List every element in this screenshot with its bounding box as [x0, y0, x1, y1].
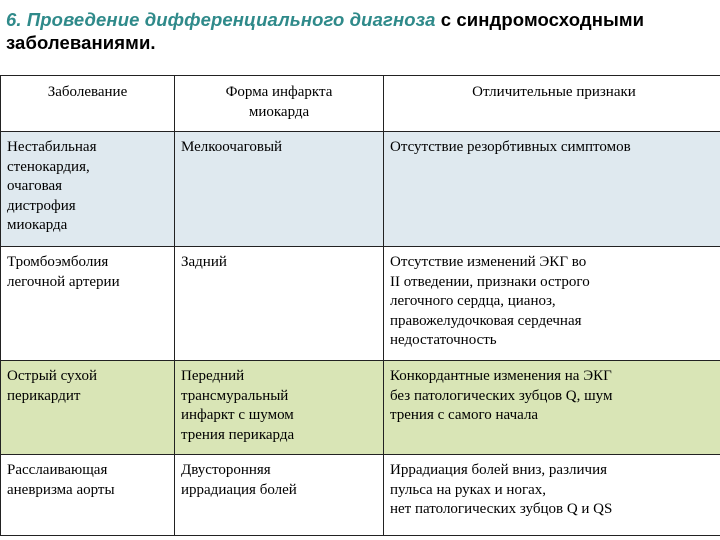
table-row: [1, 247, 720, 361]
cell-disease: Острый сухой перикардит: [1, 361, 175, 455]
header-disease: Заболевание: [1, 76, 175, 132]
cell-infarct-form: Двусторонняя иррадиация болей: [175, 455, 384, 536]
cell-infarct-form: Мелкоочаговый: [175, 132, 384, 247]
title-accent: 6. Проведение дифференциального диагноза: [6, 9, 436, 30]
table-row: [1, 455, 720, 536]
cell-signs: Конкордантные изменения на ЭКГ без патологических зубцов Q, шум трения с самого начала: [384, 361, 720, 455]
cell-signs: Отсутствие резорбтивных симптомов: [384, 132, 720, 247]
cell-disease: Расслаивающая аневризма аорты: [1, 455, 175, 536]
page-title: [6, 8, 714, 54]
cell-infarct-form: Передний трансмуральный инфаркт с шумом трения перикарда: [175, 361, 384, 455]
table-header-row: [1, 76, 720, 132]
cell-disease: Нестабильная стенокардия, очаговая дистрофия миокарда: [1, 132, 175, 247]
cell-infarct-form: Задний: [175, 247, 384, 361]
differential-diagnosis-table: [0, 75, 720, 536]
cell-signs: Отсутствие изменений ЭКГ во II отведении, признаки острого легочного сердца, цианоз, правожелудочковая сердечная недостаточность: [384, 247, 720, 361]
cell-disease: Тромбоэмболия легочной артерии: [1, 247, 175, 361]
table-row: [1, 132, 720, 247]
header-distinguishing-signs: Отличительные признаки: [384, 76, 720, 132]
header-infarct-form: Форма инфаркта миокарда: [175, 76, 384, 132]
title-rest: с синдромосходными заболеваниями.: [6, 9, 645, 53]
table-row: [1, 361, 720, 455]
cell-signs: Иррадиация болей вниз, различия пульса на руках и ногах, нет патологических зубцов Q и QS: [384, 455, 720, 536]
